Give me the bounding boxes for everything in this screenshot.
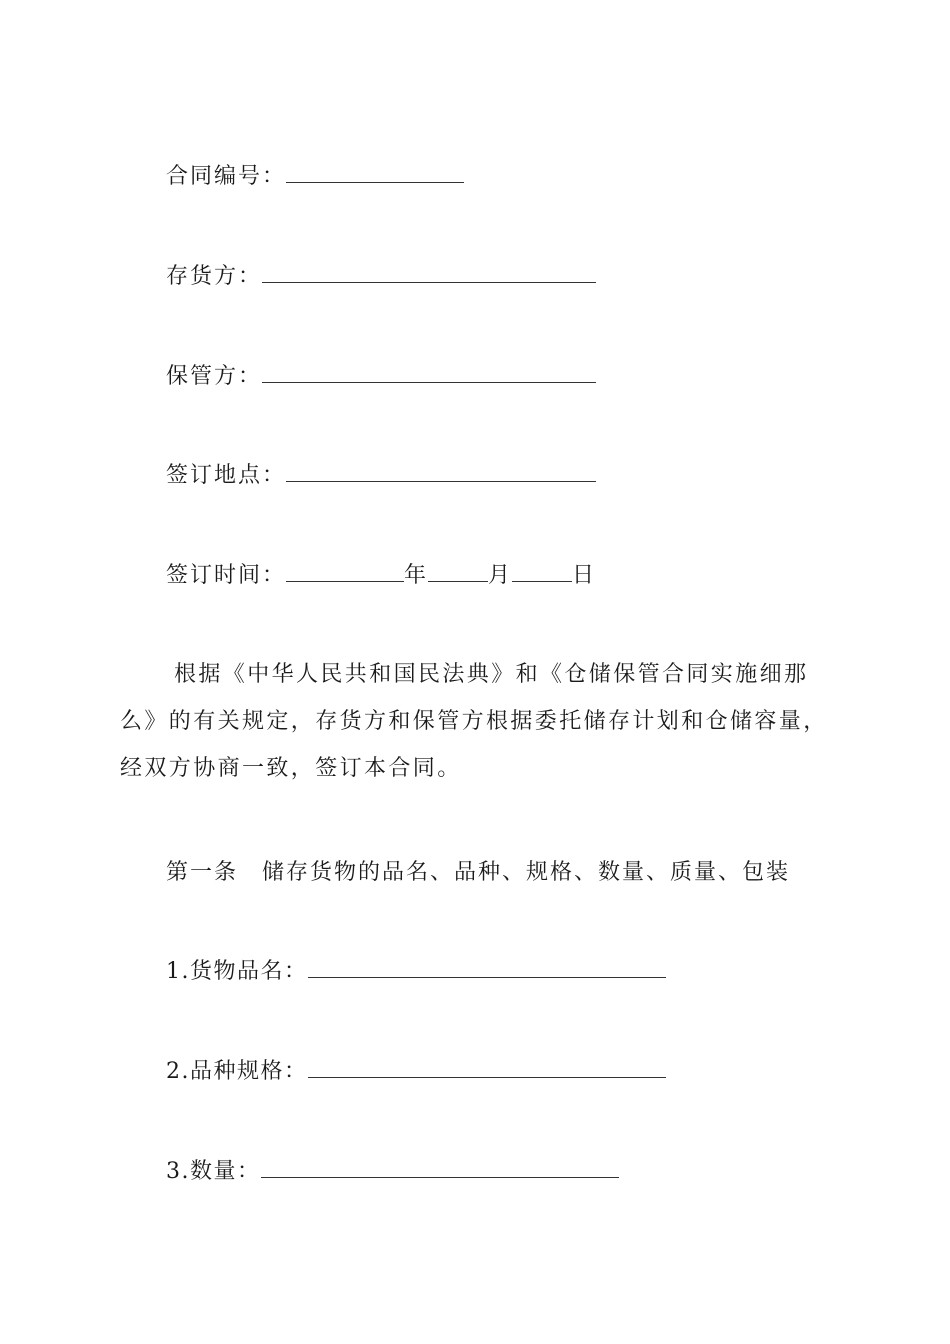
- day-label: 日: [572, 563, 597, 588]
- quantity-row: [166, 1157, 619, 1187]
- contract-number-blank: [286, 162, 464, 183]
- quantity-blank: [261, 1157, 619, 1178]
- sign-place-row: [166, 461, 596, 491]
- year-label: 年: [404, 563, 429, 588]
- sign-time-label: 签订时间：: [166, 563, 287, 588]
- custodian-blank: [262, 362, 596, 383]
- intro-paragraph: [120, 651, 840, 792]
- intro-line-3: 经双方协商一致，签订本合同。: [120, 756, 462, 781]
- variety-spec-blank: [308, 1057, 666, 1078]
- goods-name-row: [166, 957, 666, 987]
- variety-spec-row: [166, 1057, 666, 1087]
- goods-name-blank: [308, 957, 666, 978]
- month-label: 月: [488, 563, 513, 588]
- custodian-row: [166, 362, 596, 392]
- year-blank: [286, 561, 404, 582]
- quantity-label: 3.数量：: [166, 1159, 261, 1184]
- depositor-label: 存货方：: [166, 264, 263, 289]
- contract-number-row: [166, 162, 464, 192]
- variety-spec-label: 2.品种规格：: [166, 1059, 308, 1084]
- article-1-heading: 第一条 储存货物的品名、品种、规格、数量、质量、包装: [166, 860, 791, 885]
- depositor-blank: [262, 262, 596, 283]
- goods-name-label: 1.货物品名：: [166, 959, 308, 984]
- sign-place-label: 签订地点：: [166, 463, 287, 488]
- contract-number-label: 合同编号：: [166, 164, 287, 189]
- intro-line-2: 么》的有关规定，存货方和保管方根据委托储存计划和仓储容量，: [120, 709, 828, 734]
- sign-time-row: [166, 561, 596, 591]
- depositor-row: [166, 262, 596, 292]
- custodian-label: 保管方：: [166, 364, 263, 389]
- day-blank: [512, 561, 572, 582]
- month-blank: [428, 561, 488, 582]
- intro-line-1: 根据《中华人民共和国民法典》和《仓储保管合同实施细那: [174, 662, 809, 687]
- sign-place-blank: [286, 461, 596, 482]
